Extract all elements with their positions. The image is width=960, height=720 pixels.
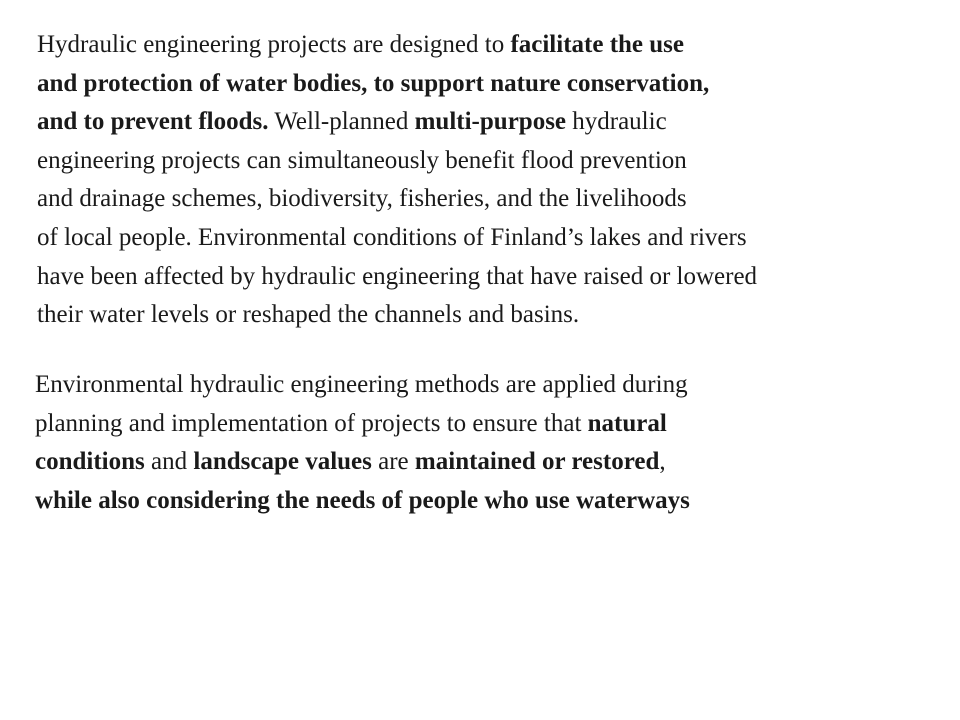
text-segment: have been affected by hydraulic engineering that have raised or lowered xyxy=(37,262,758,290)
paragraph2-line xyxy=(35,366,690,405)
text-segment: engineering projects can simultaneously benefit flood prevention xyxy=(37,146,687,174)
text-segment-bold: and to prevent floods. xyxy=(37,108,269,136)
text-segment: their water levels or reshaped the channels and basins. xyxy=(37,301,580,329)
paragraph2-line xyxy=(35,443,690,482)
paragraph1-line xyxy=(37,296,757,335)
text-segment: planning and implementation of projects to ensure that xyxy=(35,409,588,437)
text-segment-bold: facilitate the use xyxy=(510,31,684,58)
paragraph2-line xyxy=(35,405,690,444)
text-segment-bold: landscape values xyxy=(193,448,372,476)
paragraph1-line xyxy=(37,258,757,297)
text-segment: are xyxy=(371,448,415,476)
text-segment: of local people. Environmental conditions of Finland’s lakes and rivers xyxy=(37,223,747,251)
text-segment: and drainage schemes, biodiversity, fisheries, and the livelihoods xyxy=(37,185,687,213)
paragraph1-line xyxy=(37,65,757,104)
paragraph1-line xyxy=(37,219,757,258)
text-segment-bold: maintained or restored xyxy=(414,448,660,476)
text-segment: Environmental hydraulic engineering methods are applied during xyxy=(35,371,688,398)
text-segment-bold: multi-purpose xyxy=(414,108,567,136)
text-segment: and xyxy=(144,448,194,476)
paragraph1-line xyxy=(37,103,757,142)
paragraph1-line xyxy=(37,180,757,219)
text-segment: , xyxy=(659,448,666,476)
paragraph-hydraulic-projects xyxy=(37,26,757,335)
text-segment-bold: conditions xyxy=(35,448,145,476)
text-segment: hydraulic xyxy=(566,108,667,136)
paragraph1-line xyxy=(37,26,757,65)
text-segment-bold: and protection of water bodies, to support nature conservation, xyxy=(37,69,710,97)
text-segment-bold: while also considering the needs of people who use waterways xyxy=(35,486,690,514)
paragraph2-line xyxy=(35,482,690,521)
text-segment: Hydraulic engineering projects are designed to xyxy=(37,31,511,58)
text-segment: Well-planned xyxy=(268,108,415,136)
text-segment-bold: natural xyxy=(587,409,667,437)
paragraph1-line xyxy=(37,142,757,181)
paragraph-environmental-methods xyxy=(35,366,690,520)
